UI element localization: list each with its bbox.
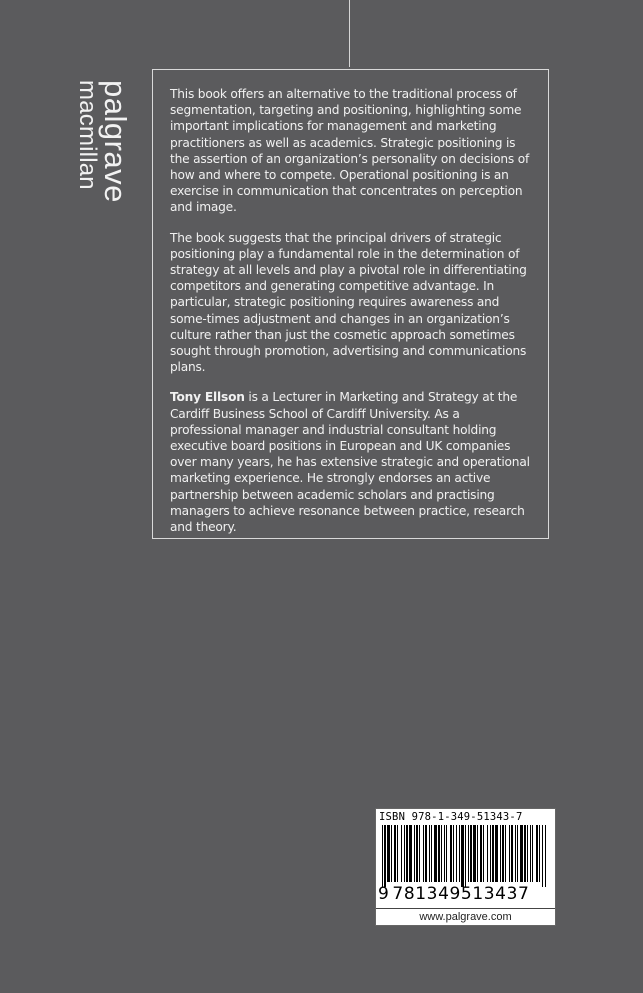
barcode-bar — [495, 825, 498, 882]
barcode-bar — [509, 825, 510, 882]
barcode-bar — [419, 825, 420, 882]
barcode-bar — [483, 825, 484, 882]
barcode-bar — [524, 825, 526, 882]
back-cover-blurb — [152, 69, 549, 539]
barcode-bar — [492, 825, 494, 882]
author-bio-text: is a Lecturer in Marketing and Strategy at the Cardiff Business School of Cardiff University. As a professional manager and industrial consultant holding executive board positions in European and UK companies over many years, he has extensive strategic and operational marketing experience. He strongly endorses an active partnership between academic scholars and practising managers to achieve resonance between practice, research and theory. — [170, 390, 530, 535]
barcode-bar — [517, 825, 518, 882]
barcode-bar — [511, 825, 513, 882]
barcode-bar — [545, 825, 546, 887]
barcode-bar — [409, 825, 412, 882]
barcode-bar — [532, 825, 533, 882]
barcode-bar — [423, 825, 424, 882]
barcode-bar — [446, 825, 447, 882]
barcode-bar — [444, 825, 445, 882]
barcode-bar — [461, 825, 464, 887]
barcode-bar — [480, 825, 482, 882]
barcode-bar — [391, 825, 392, 882]
blurb-paragraph-1: This book offers an alternative to the traditional process of segmentation, targeting and positioning, highlighting some important implications for management and marketing practitioners as well as academics. Strategic positioning is the assertion of an organization’s personality on decisions of how and where to compete. Operational positioning is an exercise in communication that concentrates on perception and image. — [170, 87, 530, 215]
barcode-bar — [414, 825, 415, 882]
barcode-bar — [536, 825, 538, 882]
barcode-bar — [456, 825, 457, 882]
barcode-bar — [500, 825, 501, 882]
barcode-bar — [382, 825, 383, 887]
barcode-bar — [387, 825, 390, 882]
barcode-bar — [542, 825, 543, 887]
barcode-bar — [404, 825, 405, 882]
barcode-bar — [470, 825, 472, 882]
publisher-logo — [70, 80, 133, 210]
author-bio — [170, 389, 532, 535]
barcode-bar — [515, 825, 516, 882]
publisher-website: www.palgrave.com — [376, 908, 555, 927]
barcode-bar — [441, 825, 442, 882]
barcode-bars — [382, 825, 548, 887]
barcode-bar — [394, 825, 396, 882]
barcode-bar — [438, 825, 440, 882]
barcode-bar — [459, 825, 460, 882]
barcode-bar — [450, 825, 452, 882]
barcode-bar — [434, 825, 437, 882]
logo-line-macmillan: macmillan — [74, 80, 101, 190]
barcode-bar — [453, 825, 454, 882]
barcode-bar — [473, 825, 476, 882]
barcode-bar — [527, 825, 528, 882]
barcode-bar — [539, 825, 540, 882]
blurb-paragraph-2: The book suggests that the principal drivers of strategic positioning play a fundamental role in the determination of strategy at all levels and play a pivotal role in differentiating competitors and generating competitive advantage. In particular, strategic positioning requires awareness and some-times adjustment and changes in an organization’s culture rather than just the cosmetic approach sometimes sought through promotion, advertising and communications plans. — [170, 230, 527, 375]
barcode-bar — [502, 825, 504, 882]
barcode-bar — [431, 825, 432, 882]
barcode-bar — [465, 825, 466, 887]
isbn-digits — [378, 884, 529, 904]
barcode-bar — [406, 825, 408, 882]
barcode-bar — [416, 825, 418, 882]
barcode-bar — [487, 825, 488, 882]
barcode-bar — [384, 825, 386, 887]
logo-line-palgrave: palgrave — [98, 80, 133, 203]
isbn-label: ISBN 978-1-349-51343-7 — [379, 811, 523, 823]
isbn-lead-digit: 9 — [378, 884, 390, 904]
barcode-bar — [429, 825, 430, 882]
barcode-bar — [477, 825, 478, 882]
barcode-bar — [530, 825, 531, 882]
barcode-bar — [520, 825, 523, 882]
isbn-barcode — [375, 808, 556, 926]
isbn-digit-group: 781349513437 — [392, 884, 530, 904]
barcode-bar — [505, 825, 506, 882]
barcode-bar — [425, 825, 427, 882]
barcode-bar — [490, 825, 491, 882]
spine-divider-line — [349, 0, 350, 67]
author-name: Tony Ellson — [170, 390, 245, 405]
barcode-bar — [401, 825, 402, 882]
barcode-bar — [397, 825, 398, 882]
barcode-bar — [468, 825, 469, 882]
